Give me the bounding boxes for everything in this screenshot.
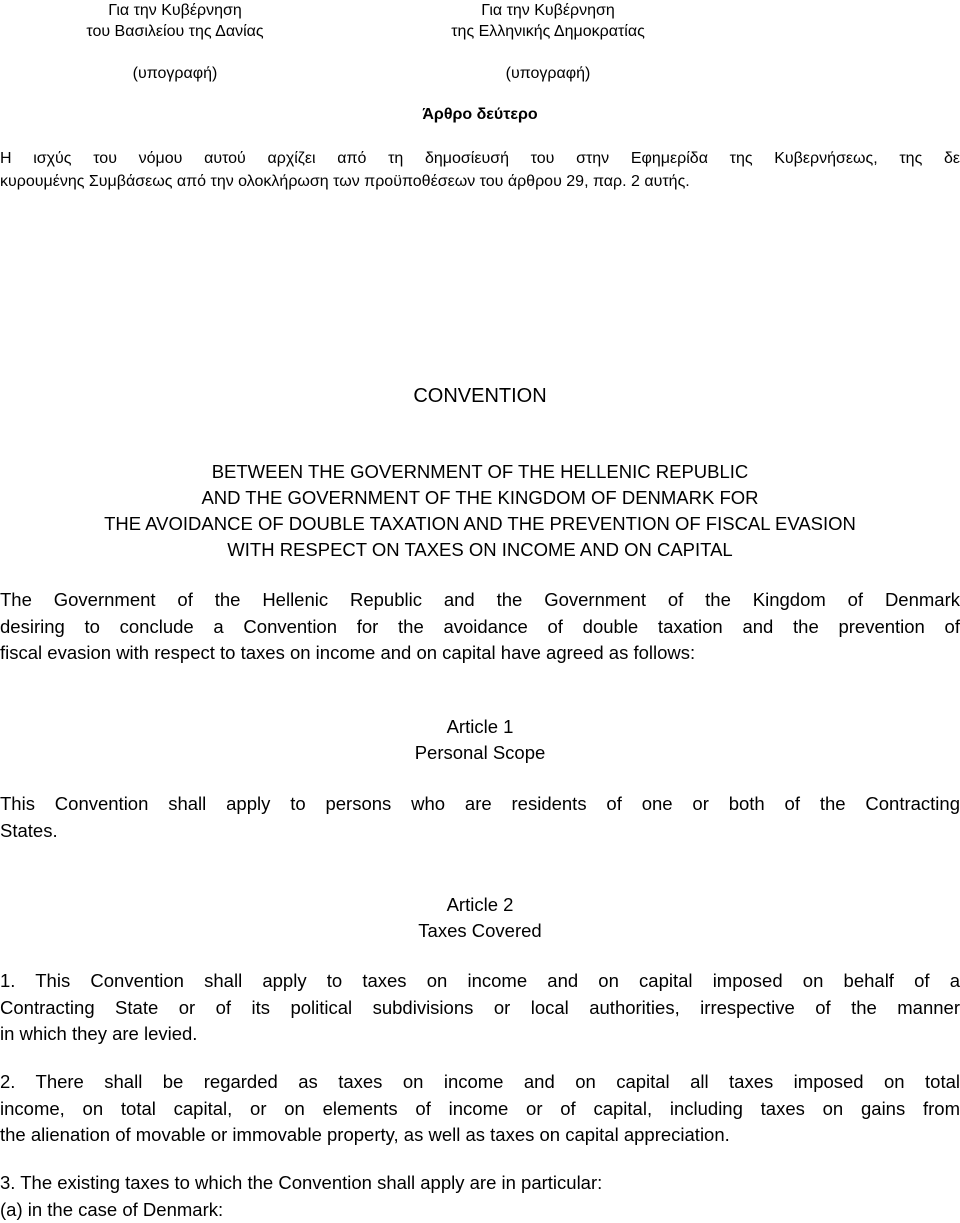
article-title: Personal Scope bbox=[414, 742, 546, 763]
signature-heading-line1: Για την Κυβέρνηση bbox=[481, 2, 615, 19]
subtitle-line: WITH RESPECT ON TAXES ON INCOME AND ON CAPITAL bbox=[227, 539, 733, 560]
signature-block-greece bbox=[388, 0, 708, 42]
paragraph-line: This Convention shall apply to persons who are residents of one or both of the Contracting bbox=[0, 793, 960, 814]
paragraph-line: desiring to conclude a Convention for the avoidance of double taxation and the prevention of bbox=[0, 615, 960, 637]
article-number: Article 2 bbox=[446, 894, 514, 915]
article-2-paragraph-3 bbox=[0, 1170, 960, 1223]
signature-heading-line2: της Ελληνικής Δημοκρατίας bbox=[451, 23, 645, 40]
signature-heading-line2: του Βασιλείου της Δανίας bbox=[86, 23, 264, 40]
article-1-heading bbox=[0, 714, 960, 766]
paragraph-line: 2. There shall be regarded as taxes on income and on capital all taxes imposed on total bbox=[0, 1071, 960, 1092]
subtitle-line: BETWEEN THE GOVERNMENT OF THE HELLENIC REPUBLIC bbox=[211, 461, 749, 482]
paragraph-line: 1. This Convention shall apply to taxes on income and on capital imposed on behalf of a bbox=[0, 970, 960, 991]
paragraph-line: Η ισχύς του νόμου αυτού αρχίζει από τη δημοσίευσή του στην Εφημερίδα της Κυβερνήσεως, της δε bbox=[0, 150, 960, 167]
greek-article-heading: Άρθρο δεύτερο bbox=[422, 106, 538, 123]
paragraph-line: fiscal evasion with respect to taxes on income and on capital have agreed as follows: bbox=[0, 642, 696, 663]
convention-title: CONVENTION bbox=[413, 385, 547, 407]
article-title: Taxes Covered bbox=[418, 920, 542, 941]
paragraph-line: States. bbox=[0, 819, 58, 841]
article-2-heading bbox=[0, 892, 960, 944]
paragraph-line: The Government of the Hellenic Republic and the Government of the Kingdom of Denmark bbox=[0, 589, 960, 610]
signature-placeholder-greece: (υπογραφή) bbox=[505, 65, 591, 82]
subtitle-line: THE AVOIDANCE OF DOUBLE TAXATION AND THE PREVENTION OF FISCAL EVASION bbox=[104, 513, 856, 534]
paragraph-line: Contracting State or of its political subdivisions or local authorities, irrespective of the manner bbox=[0, 996, 960, 1018]
article-2-paragraph-1 bbox=[0, 968, 960, 1048]
greek-article-paragraph bbox=[0, 147, 960, 193]
article-2-paragraph-2 bbox=[0, 1069, 960, 1149]
signature-heading-line1: Για την Κυβέρνηση bbox=[108, 2, 242, 19]
subtitle-line: AND THE GOVERNMENT OF THE KINGDOM OF DENMARK FOR bbox=[201, 487, 759, 508]
signature-block-denmark bbox=[40, 0, 310, 42]
signature-placeholder-denmark: (υπογραφή) bbox=[132, 65, 218, 82]
paragraph-line: in which they are levied. bbox=[0, 1023, 198, 1044]
paragraph-line: 3. The existing taxes to which the Convention shall apply are in particular: bbox=[0, 1172, 603, 1193]
convention-subtitle bbox=[0, 459, 960, 563]
preamble-paragraph bbox=[0, 587, 960, 667]
paragraph-line: κυρουμένης Συμβάσεως από την ολοκλήρωση των προϋποθέσεων του άρθρου 29, παρ. 2 αυτής. bbox=[0, 173, 690, 190]
paragraph-line: (a) in the case of Denmark: bbox=[0, 1198, 224, 1220]
article-1-paragraph bbox=[0, 791, 960, 844]
article-number: Article 1 bbox=[446, 716, 514, 737]
paragraph-line: the alienation of movable or immovable property, as well as taxes on capital appreciation. bbox=[0, 1124, 730, 1145]
paragraph-line: income, on total capital, or on elements of income or of capital, including taxes on gains from bbox=[0, 1097, 960, 1119]
